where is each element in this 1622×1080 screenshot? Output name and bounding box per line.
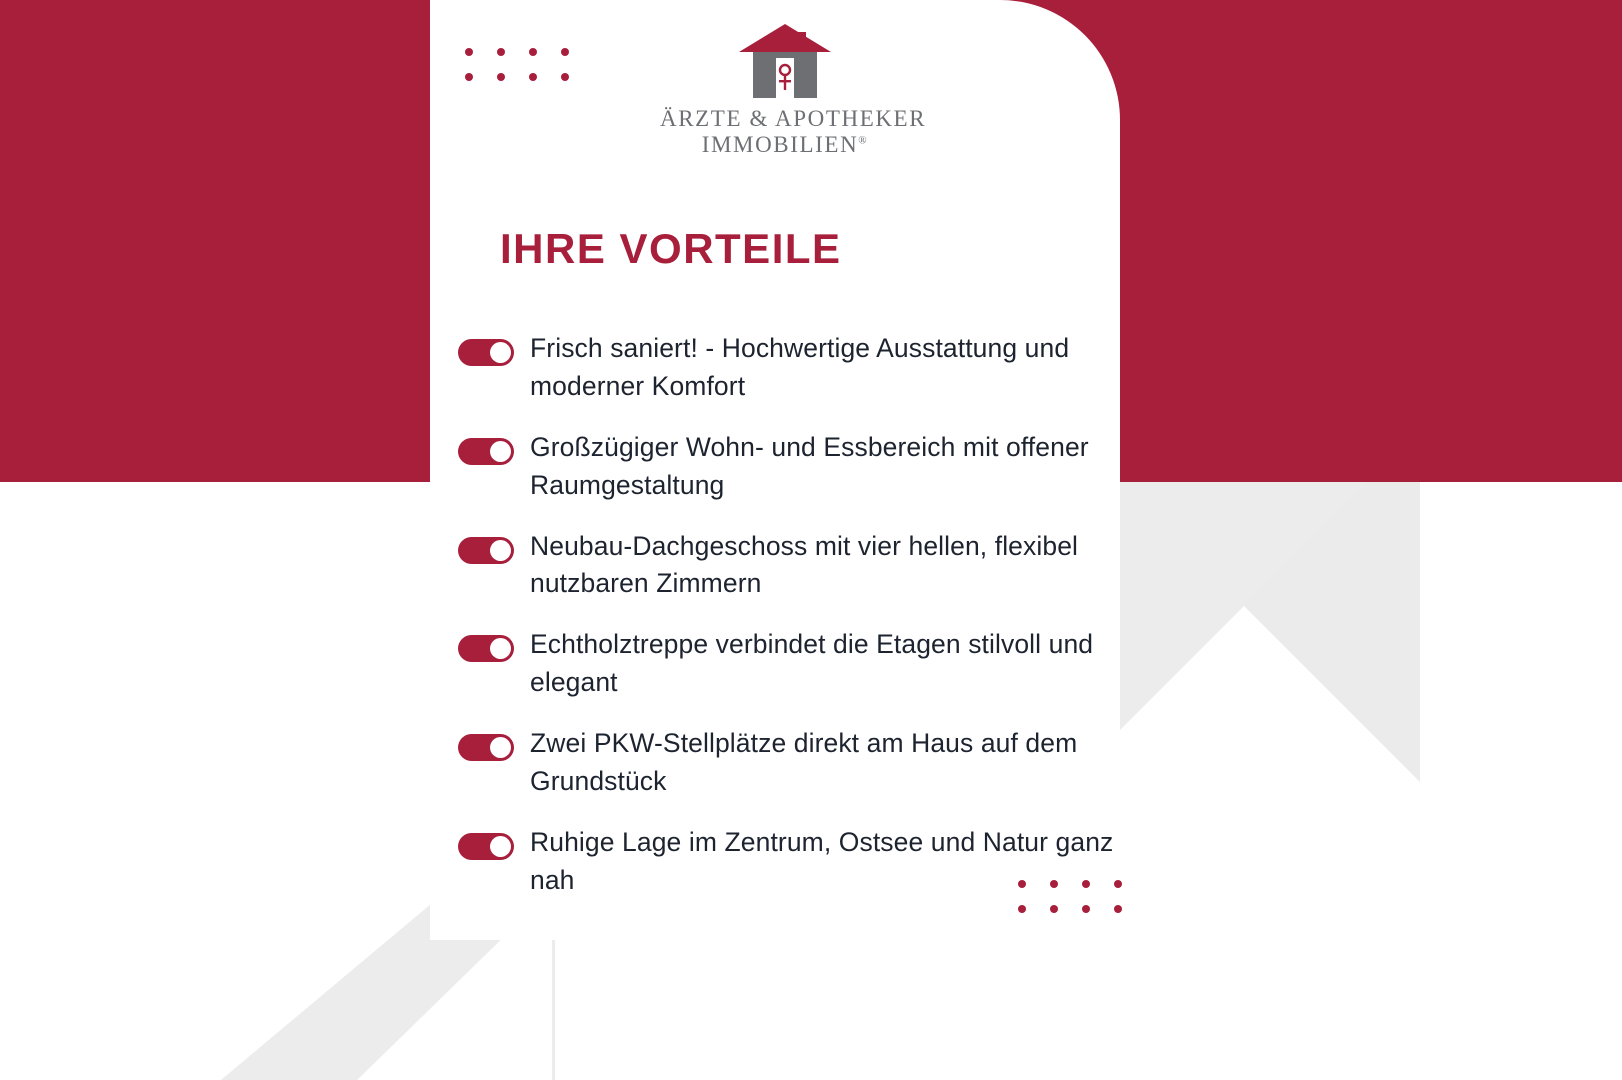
toggle-on-icon: [458, 734, 514, 761]
dot: [1018, 905, 1026, 913]
house-with-pharmacy-symbol-icon: [735, 22, 835, 100]
list-item-label: Frisch saniert! - Hochwertige Ausstattung und moderner Komfort: [530, 333, 1070, 401]
brand-logo: [660, 22, 927, 159]
toggle-knob: [490, 540, 511, 561]
list-item: [458, 330, 1118, 406]
list-item: [458, 429, 1118, 505]
dot: [1082, 880, 1090, 888]
dot: [1114, 905, 1122, 913]
dot-grid-top: [465, 48, 569, 81]
toggle-on-icon: [458, 339, 514, 366]
page-title: IHRE VORTEILE: [500, 225, 842, 272]
brand-name-line2-text: IMMOBILIEN: [701, 132, 859, 158]
dot: [529, 73, 537, 81]
brand-name-line1: ÄRZTE & APOTHEKER: [660, 106, 927, 131]
toggle-on-icon: [458, 438, 514, 465]
list-item-label: Echtholztreppe verbindet die Etagen stilvoll und elegant: [530, 629, 1094, 698]
benefits-list: [458, 330, 1118, 923]
list-item: [458, 626, 1118, 702]
registered-mark: ®: [858, 134, 869, 147]
brand-name-line2: [660, 132, 910, 158]
dot-grid-bottom: [1018, 880, 1122, 913]
dot: [561, 73, 569, 81]
dot: [497, 73, 505, 81]
dot: [1018, 880, 1026, 888]
toggle-on-icon: [458, 537, 514, 564]
dot: [465, 48, 473, 56]
list-item-label: Großzügiger Wohn- und Essbereich mit offener Raumgestaltung: [530, 431, 1089, 500]
dot: [1050, 880, 1058, 888]
dot: [1050, 905, 1058, 913]
toggle-knob: [490, 836, 511, 857]
list-item-label: Neubau-Dachgeschoss mit vier hellen, flexibel nutzbaren Zimmern: [530, 530, 1079, 599]
toggle-knob: [490, 638, 511, 659]
toggle-on-icon: [458, 833, 514, 860]
dot: [561, 48, 569, 56]
list-item: [458, 725, 1118, 801]
toggle-knob: [490, 737, 511, 758]
dot: [497, 48, 505, 56]
list-item: [458, 528, 1118, 604]
toggle-knob: [490, 441, 511, 462]
dot: [1082, 905, 1090, 913]
list-item-label: Zwei PKW-Stellplätze direkt am Haus auf dem Grundstück: [530, 728, 1078, 797]
toggle-knob: [490, 342, 511, 363]
list-item-label: Ruhige Lage im Zentrum, Ostsee und Natur ganz nah: [530, 826, 1114, 895]
toggle-on-icon: [458, 635, 514, 662]
dot: [1114, 880, 1122, 888]
dot: [465, 73, 473, 81]
dot: [529, 48, 537, 56]
